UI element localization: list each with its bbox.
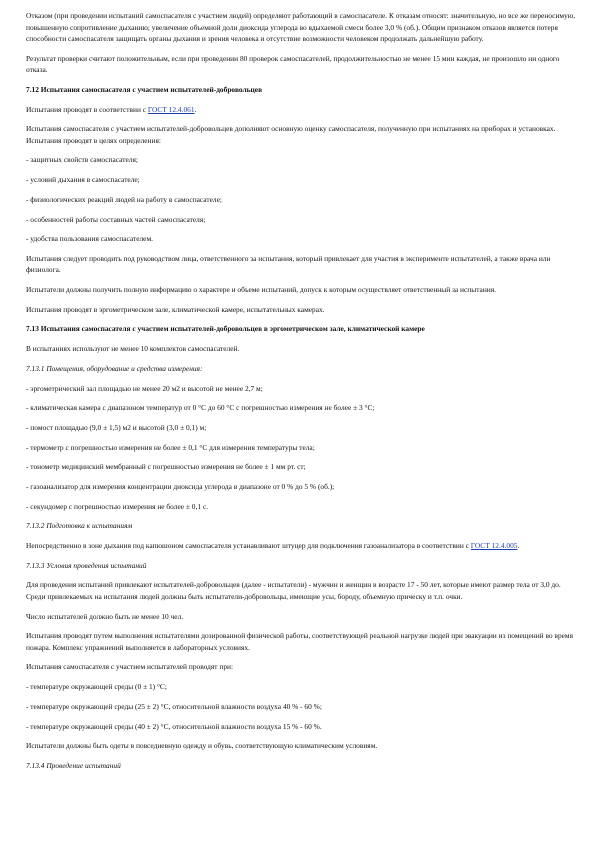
- list-item-tonometer: - тонометр медицинский мембранный с погрешностью измерения не более ± 1 мм рт. ст;: [26, 462, 306, 472]
- gost-12-4-061-link[interactable]: ГОСТ 12.4.061: [147, 104, 195, 114]
- text-after-link: .: [194, 104, 197, 114]
- list-item-breathing-conditions: - условий дыхания в самоспасателе;: [26, 175, 140, 185]
- list-item-thermometer: - термометр с погрешностью измерения не более ± 0,1 °С для измерения температуры тела;: [26, 442, 315, 452]
- paragraph-tester-information: Испытатели должны получить полную информацию о характере и объеме испытаний, допуск к которым осуществляет ответственный за испытания.: [26, 285, 496, 295]
- paragraph-clothing: Испытатели должны быть одеты в повседневную одежду и обувь, соответствующую климатическим условиям.: [26, 741, 378, 751]
- heading-7-12: 7.12 Испытания самоспасателя с участием испытателей-добровольцев: [26, 84, 263, 94]
- list-item-gas-analyzer: - газоанализатор для измерения концентрации диоксида углерода в диапазоне от 0 % до 5 % (об.);: [26, 481, 335, 491]
- subheading-7-13-2: 7.13.2 Подготовка к испытаниям: [26, 521, 133, 531]
- paragraph-gost-reference: [26, 104, 576, 116]
- subheading-7-13-3: 7.13.3 Условия проведения испытаний: [26, 560, 147, 570]
- list-item-temp-40: - температуре окружающей среды (40 ± 2) °С, относительной влажности воздуха 15 % - 60 %.: [26, 721, 322, 731]
- text-after-link: .: [517, 541, 520, 550]
- paragraph-sample-count: В испытаниях используют не менее 10 комплектов самоспасателей.: [26, 344, 240, 354]
- paragraph-fitting-reference: [26, 540, 576, 552]
- heading-7-13: 7.13 Испытания самоспасателя с участием испытателей-добровольцев в эргометрическом зале, климатической камере: [26, 324, 425, 334]
- list-item-stopwatch: - секундомер с погрешностью измерения не более ± 0,1 с.: [26, 501, 208, 511]
- gost-12-4-005-link[interactable]: ГОСТ 12.4.005: [470, 541, 518, 550]
- paragraph-tests-purpose: Испытания самоспасателя с участием испытателей-добровольцев дополняют основную оценку самоспасателя, полученную при испытаниях на приборах и установках. Испытания проводят в целях определения:: [26, 124, 556, 145]
- subheading-7-13-4: 7.13.4 Проведение испытаний: [26, 760, 121, 770]
- paragraph-tester-count: Число испытателей должно быть не менее 10 чел.: [26, 611, 184, 621]
- text-before-link: Непосредственно в зоне дыхания под капюшоном самоспасателя устанавливают штуцер для подключения газоанализатора в соответствии с: [26, 541, 471, 550]
- paragraph-responsible-person: Испытания следует проводить под руководством лица, ответственного за испытания, который привлекает для участия в эксперименте испытателей, а также врача или физиолога.: [26, 253, 551, 275]
- paragraph-physical-work: Испытания проводят путем выполнения испытателями дозированной физической работы, соответствующей реальной нагрузке людей при эвакуации из помещений во время пожара. Комплекс упражнений выполняется в лабораторных условиях.: [26, 631, 574, 652]
- paragraph-check-result: Результат проверки считают положительным, если при проведении 80 проверок самоспасателей, продолжительностью не менее 15 мин каждая, не произошло ни одного отказа.: [26, 53, 560, 75]
- subheading-7-13-1: 7.13.1 Помещения, оборудование и средства измерения:: [26, 363, 203, 373]
- text-before-link: Испытания проводят в соответствии с: [26, 104, 148, 114]
- list-item-platform: - помост площадью (9,0 ± 1,5) м2 и высотой (3,0 ± 0,1) м;: [26, 422, 207, 432]
- list-item-physiological-reactions: - физиологических реакций людей на работу в самоспасателе;: [26, 194, 222, 204]
- document-page: [26, 10, 576, 780]
- paragraph-conditions-intro: Испытания самоспасателя с участием испытателей проводят при:: [26, 662, 234, 672]
- list-item-protective-properties: - защитных свойств самоспасателя;: [26, 155, 138, 165]
- list-item-ergometric-hall: - эргометрический зал площадью не менее 20 м2 и высотой не менее 2,7 м;: [26, 383, 263, 393]
- paragraph-volunteers: Для проведения испытаний привлекают испытателей-добровольцев (далее - испытатели) - мужчин и женщин в возрасте 17 - 50 лет, которые имеют размер тела от 3,0 до. Среди привлекаемых на испытания людей должны быть испытатели-добровольцы, имеющие усы, бороду, объемную прическу и т.п. очки.: [26, 580, 561, 601]
- paragraph-test-locations: Испытания проводят в эргометрическом зале, климатической камере, испытательных камерах.: [26, 304, 325, 314]
- list-item-temp-25: - температуре окружающей среды (25 ± 2) °С, относительной влажности воздуха 40 % - 60 %;: [26, 701, 322, 711]
- list-item-temp-0: - температуре окружающей среды (0 ± 1) °С;: [26, 682, 167, 692]
- list-item-components-work: - особенностей работы составных частей самоспасателя;: [26, 214, 206, 224]
- paragraph-failure-definition: Отказом (при проведении испытаний самоспасателя с участием людей) определяют работающий в самоспасателе. К отказам относят: значительную, но все же переносимую, повышенную сопротивление дыханию; увеличение объемной доли диоксида углерода во вдыхаемой смеси более 3,0 % (об.). Общим признаком отказов является потеря способности самоспасателя защищать органы дыхания и зрения человека и отсутствие возможности человеком продолжать дальнейшую работу.: [26, 11, 576, 43]
- list-item-climate-chamber: - климатическая камера с диапазоном температур от 0 °С до 60 °С с погрешностью измерения не более ± 3 °С;: [26, 403, 375, 413]
- list-item-usability: - удобства пользования самоспасателем.: [26, 234, 153, 244]
